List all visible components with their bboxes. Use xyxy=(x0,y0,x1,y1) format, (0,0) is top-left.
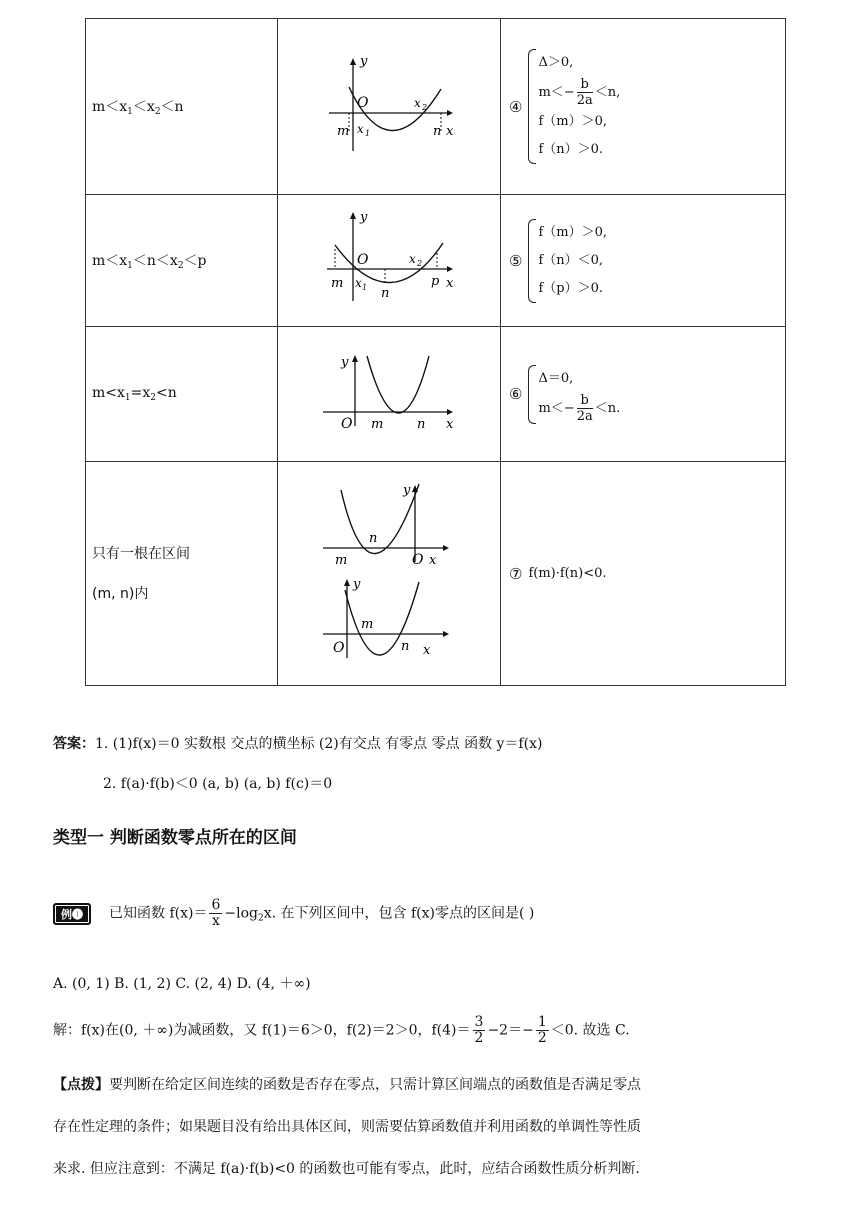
svg-text:n: n xyxy=(401,638,410,654)
marker: ⑥ xyxy=(509,385,523,403)
graph-cell xyxy=(278,462,501,686)
svg-text:n: n xyxy=(433,123,442,139)
svg-text:n: n xyxy=(369,530,378,546)
parabola-graph xyxy=(319,352,459,432)
svg-text:x: x xyxy=(357,121,364,136)
svg-text:O: O xyxy=(357,251,369,268)
svg-text:2: 2 xyxy=(417,258,423,268)
svg-text:x: x xyxy=(414,95,421,110)
graph-cell xyxy=(278,19,501,195)
criteria-cell: ⑦ f(m)·f(n)<0. xyxy=(501,462,786,686)
svg-text:x: x xyxy=(355,275,362,290)
marker: ④ xyxy=(509,97,523,116)
answer-line-2: 2. f(a)·f(b)＜0 (a, b) (a, b) f(c)＝0 xyxy=(103,776,333,792)
solution: 解：f(x)在(0, ＋∞)为减函数，又 f(1)＝6＞0，f(2)＝2＞0，f(4)＝ $\frac{3}{2}$ −2＝− $\frac{1}{2}$ ＜0. 故选 C. xyxy=(53,1014,630,1046)
example-badge: 例❶ xyxy=(53,903,91,925)
tip-line-2: 存在性定理的条件；如果题目没有给出具体区间，则需要估算函数值并利用函数的单调性等性质 xyxy=(53,1119,641,1135)
svg-text:n: n xyxy=(417,417,426,432)
parabola-graph-2 xyxy=(319,574,459,664)
table-row xyxy=(86,19,786,195)
svg-text:y: y xyxy=(353,576,361,592)
criteria-cell: ⑤ f（m）＞0, f（n）＜0, f（p）＞0. xyxy=(501,195,786,327)
table-row xyxy=(86,195,786,327)
marker: ⑦ xyxy=(509,564,523,583)
tip-line-1: 【点拨】要判断在给定区间连续的函数是否存在零点，只需计算区间端点的函数值是否满足零点 xyxy=(53,1077,641,1093)
table-row xyxy=(86,327,786,462)
svg-text:y: y xyxy=(360,54,368,69)
graph-cell xyxy=(278,327,501,462)
svg-text:p: p xyxy=(431,273,440,289)
svg-text:m: m xyxy=(371,417,384,432)
svg-text:n: n xyxy=(381,285,390,301)
svg-text:x: x xyxy=(446,417,454,432)
graph-cell xyxy=(278,195,501,327)
svg-text:2: 2 xyxy=(422,102,428,112)
svg-text:1: 1 xyxy=(365,128,371,138)
svg-text:O: O xyxy=(333,639,345,656)
condition-cell: $m<x_1<x_2<n$ xyxy=(86,19,278,195)
answer-options: A. (0, 1) B. (1, 2) C. (2, 4) D. (4, ＋∞) xyxy=(53,976,311,992)
parabola-graph-1 xyxy=(319,480,459,570)
table-row xyxy=(86,462,786,686)
svg-text:O: O xyxy=(341,416,353,432)
svg-text:O: O xyxy=(357,94,369,111)
condition-cell: $m<x_1<n<x_2<p$ xyxy=(86,195,278,327)
svg-text:x: x xyxy=(446,275,454,291)
marker: ⑤ xyxy=(509,251,523,270)
condition-cell: 只有一根在区间 (m, n)内 xyxy=(86,462,278,686)
svg-text:m: m xyxy=(337,123,350,139)
parabola-graph xyxy=(319,209,459,309)
answer-line-1: 答案：1. (1)f(x)＝0 实数根 交点的横坐标 (2)有交点 有零点 零点 函数 y＝f(x) xyxy=(53,736,543,752)
svg-text:O: O xyxy=(412,551,424,568)
svg-text:m: m xyxy=(335,552,348,568)
svg-text:y: y xyxy=(403,482,411,498)
svg-text:x: x xyxy=(446,123,454,139)
svg-text:1: 1 xyxy=(362,282,368,292)
svg-text:x: x xyxy=(409,251,416,266)
svg-text:x: x xyxy=(423,642,431,658)
svg-text:y: y xyxy=(360,209,368,225)
conditions-table xyxy=(85,18,786,686)
criteria-cell: ⑥ Δ＝0, m＜− $\frac{b}{2a}$ ＜n. xyxy=(501,327,786,462)
tip-line-3: 来求. 但应注意到：不满足 f(a)·f(b)<0 的函数也可能有零点，此时，应结合函数性质分析判断. xyxy=(53,1161,640,1177)
condition-cell: $m<x_1=x_2<n$ xyxy=(86,327,278,462)
criteria-cell: ④ Δ＞0, m＜− $\frac{b}{2a}$ ＜n, f（m）＞0, f（n）＞0. xyxy=(501,19,786,195)
parabola-graph xyxy=(319,55,459,155)
section-heading: 类型一 判断函数零点所在的区间 xyxy=(53,828,297,848)
svg-text:m: m xyxy=(361,616,374,632)
svg-text:m: m xyxy=(331,275,344,291)
example-question: 例❶ 已知函数 f(x)＝ $\frac{6}{x}$ $-\log_2x$. 在下列区间中，包含 f(x)零点的区间是( ) xyxy=(53,898,534,929)
svg-text:x: x xyxy=(429,552,437,568)
svg-text:y: y xyxy=(341,355,349,370)
